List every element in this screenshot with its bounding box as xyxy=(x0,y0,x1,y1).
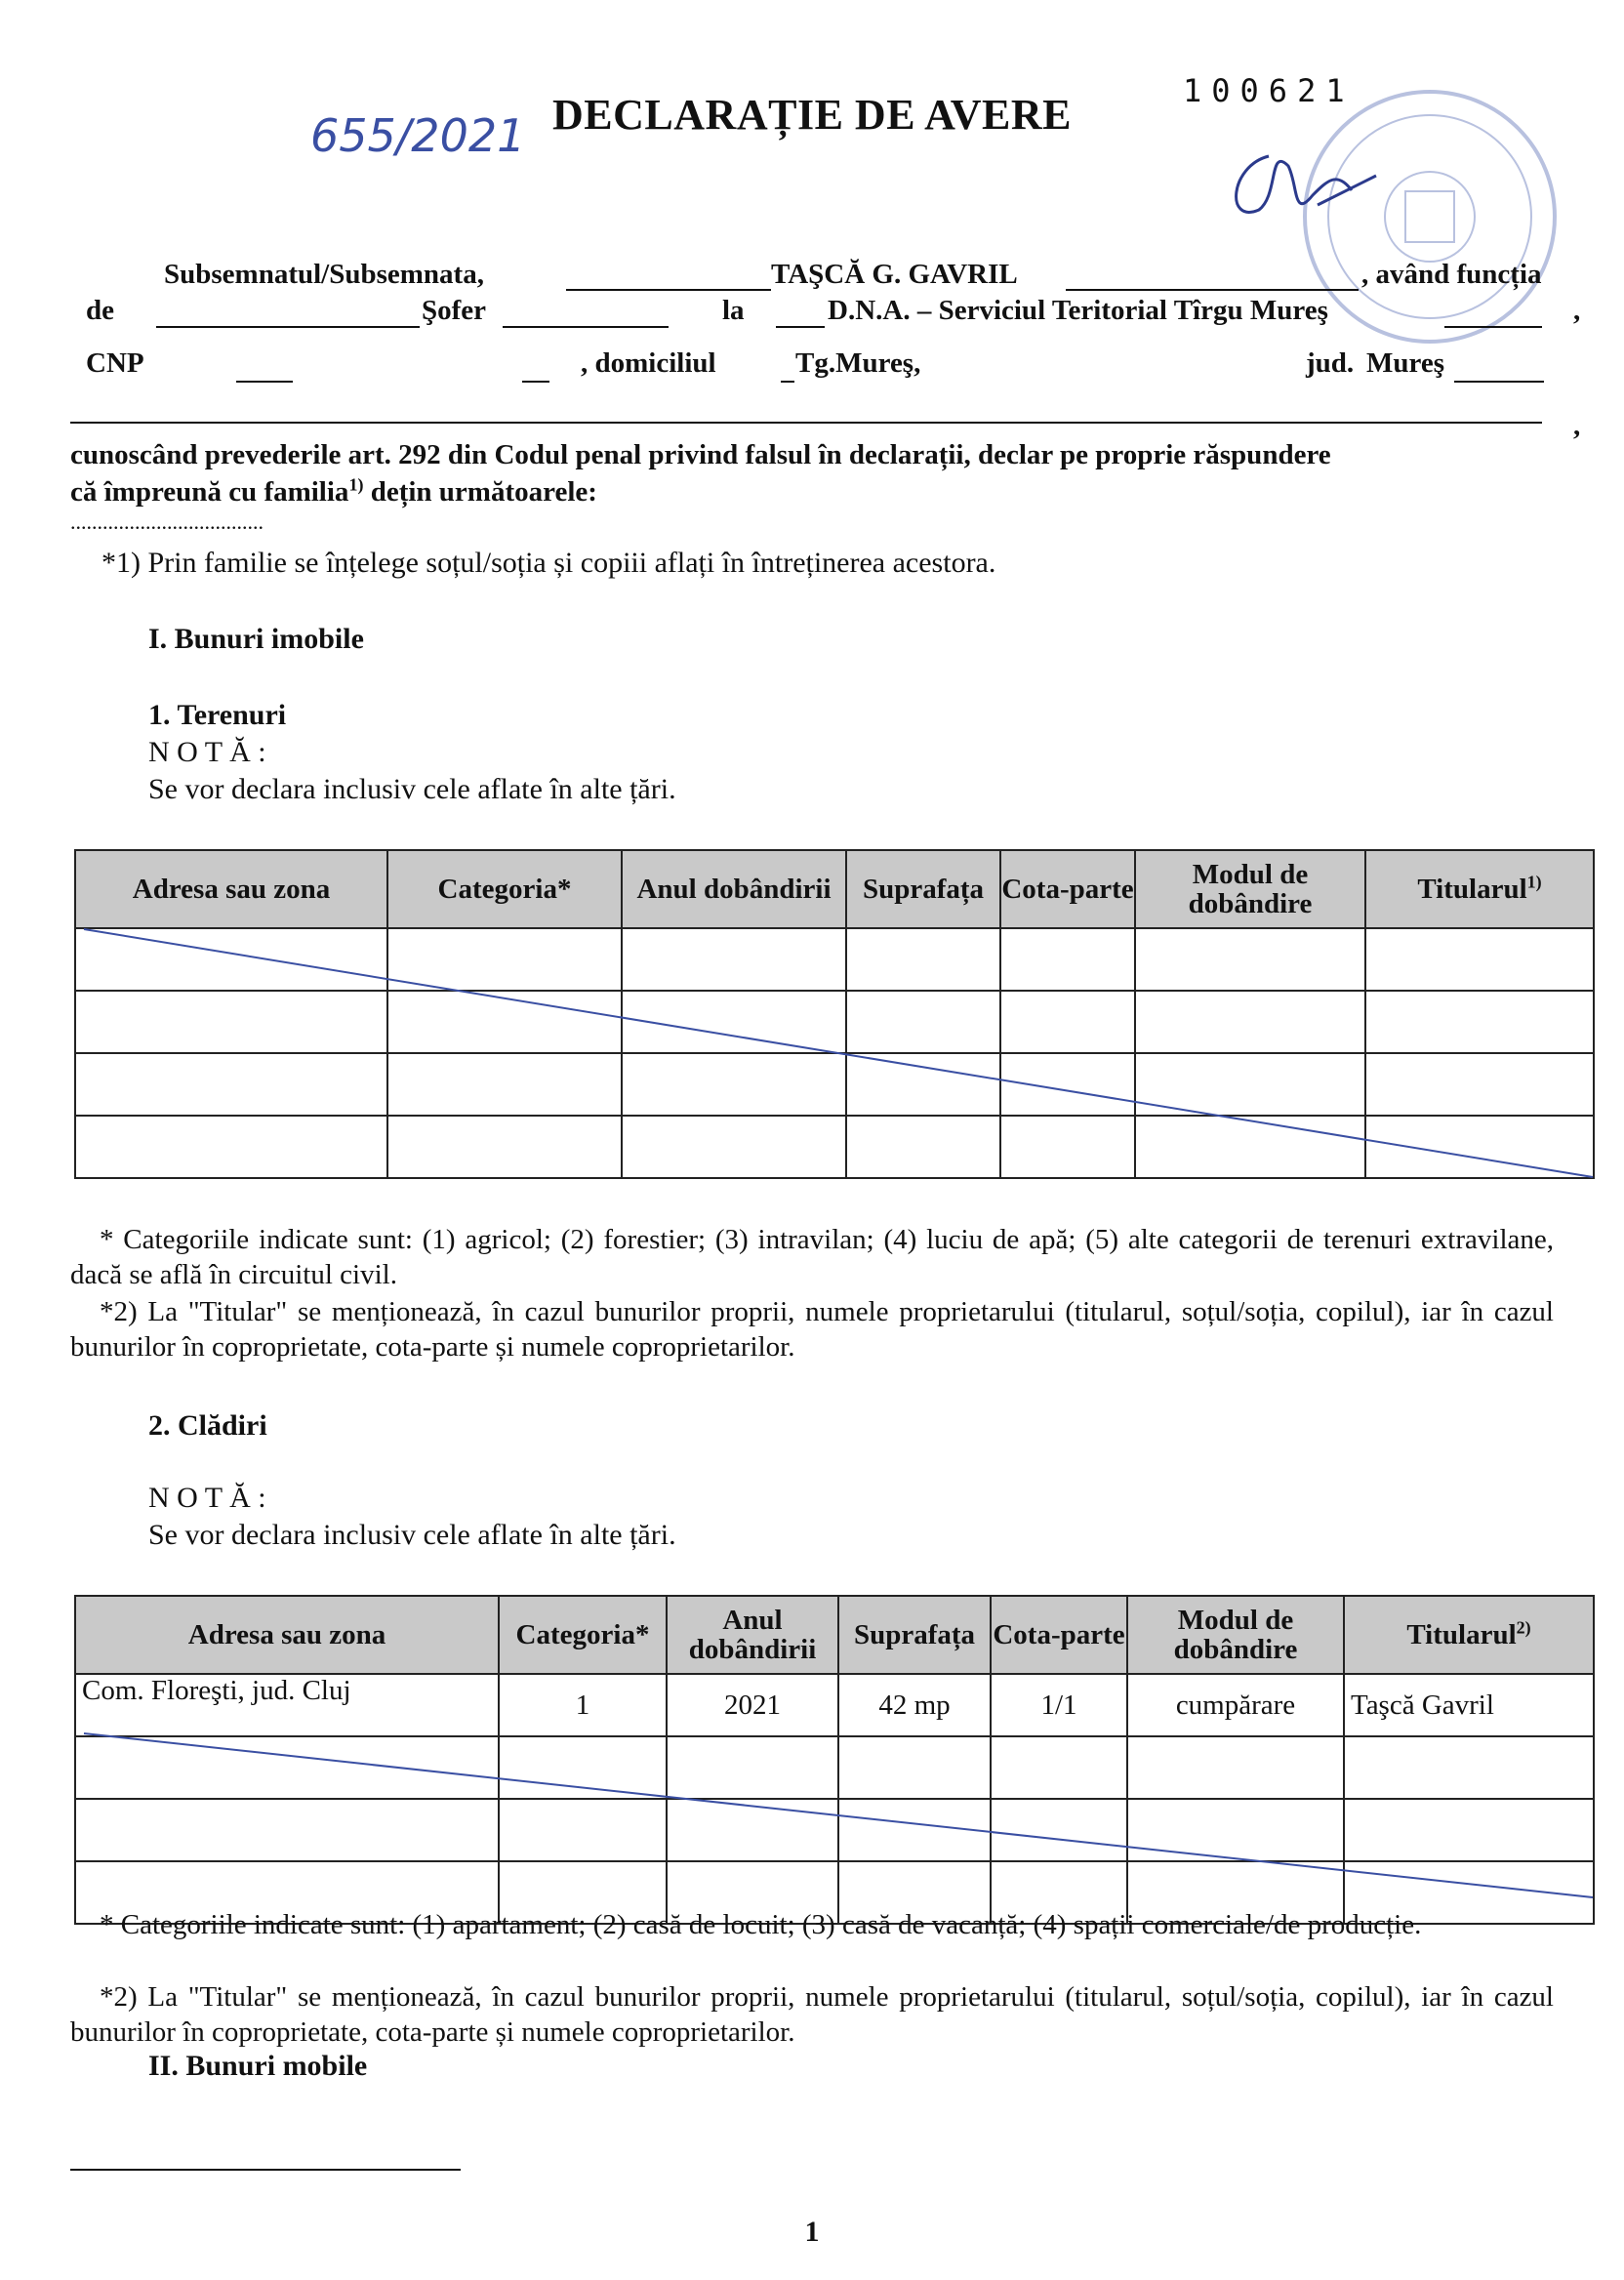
label-domiciliul: , domiciliul xyxy=(581,347,716,379)
cladiri-nota-label: N O T Ă : xyxy=(148,1482,266,1514)
cladiri-strike-line xyxy=(84,1733,1593,1897)
col-categoria: Categoria* xyxy=(387,850,622,928)
col-adresa: Adresa sau zona xyxy=(75,850,387,928)
label-jud: jud. xyxy=(1306,347,1355,379)
intro-text3: dețin următoarele: xyxy=(363,476,597,508)
section2-heading: II. Bunuri mobile xyxy=(148,2050,368,2082)
col-adresa: Adresa sau zona xyxy=(75,1596,499,1674)
label-functia: , având funcția xyxy=(1361,259,1542,290)
domiciliul-value: Tg.Mureş, xyxy=(795,347,921,379)
intro-line-1: cunoscând prevederile art. 292 din Codul penal privind falsul în declarații, declar pe proprie răspundere xyxy=(70,439,1331,470)
cell-categoria: 1 xyxy=(499,1674,667,1736)
cell-cota: 1/1 xyxy=(991,1674,1127,1736)
col-cota: Cota-parte xyxy=(1000,850,1135,928)
declarant-name: TAŞCĂ G. GAVRIL xyxy=(771,259,1018,290)
cell-modul: cumpărare xyxy=(1127,1674,1344,1736)
comma-2: , xyxy=(1573,410,1581,441)
terenuri-nota-text: Se vor declara inclusiv cele aflate în alte țări. xyxy=(148,773,676,805)
label-cnp: CNP xyxy=(86,347,144,379)
registration-number: 100621 xyxy=(1183,72,1355,109)
col-cota: Cota-parte xyxy=(991,1596,1127,1674)
col-suprafata: Suprafața xyxy=(846,850,1000,928)
col-titular-sup: 2) xyxy=(1516,1617,1531,1638)
cell-adresa: Com. Floreşti, jud. Cluj xyxy=(75,1674,499,1736)
cladiri-note-categories: * Categoriile indicate sunt: (1) apartament; (2) casă de locuit; (3) casă de vacanță; (4) spații comerciale/de producție. xyxy=(100,1909,1422,1940)
col-titular-label: Titularul xyxy=(1406,1619,1517,1650)
terenuri-nota-label: N O T Ă : xyxy=(148,736,266,768)
label-la: la xyxy=(722,295,745,326)
intro-footnote: *1) Prin familie se înțelege soțul/soția și copiii aflați în întreținerea acestora. xyxy=(102,547,996,579)
cell-suprafata: 42 mp xyxy=(838,1674,991,1736)
label-de: de xyxy=(86,295,114,326)
cladiri-note-titular: *2) La "Titular" se menționează, în cazul bunurilor proprii, numele proprietarului (titularul, soțul/soția, copilul), iar în cazul bunurilor în coproprietate, cota-parte și numele coproprietarilor. xyxy=(70,1981,1554,2048)
cell-anul: 2021 xyxy=(667,1674,838,1736)
footnote-separator xyxy=(70,2169,461,2171)
functia-value: Şofer xyxy=(422,295,487,326)
intro-sup: 1) xyxy=(348,474,364,495)
col-anul: Anul dobândirii xyxy=(667,1596,838,1674)
col-anul: Anul dobândirii xyxy=(622,850,846,928)
col-categoria: Categoria* xyxy=(499,1596,667,1674)
intro-text2: că împreună cu familia xyxy=(70,476,349,508)
cladiri-nota-text: Se vor declara inclusiv cele aflate în alte țări. xyxy=(148,1519,676,1551)
terenuri-strike-line xyxy=(84,929,1593,1177)
section1-heading: I. Bunuri imobile xyxy=(148,623,364,655)
cell-titular: Taşcă Gavril xyxy=(1344,1674,1594,1736)
label-subsemnatul: Subsemnatul/Subsemnata, xyxy=(164,259,484,290)
col-suprafata: Suprafața xyxy=(838,1596,991,1674)
col-titular-sup: 1) xyxy=(1526,872,1542,892)
col-titular-label: Titularul xyxy=(1417,874,1527,905)
judet-value: Mureş xyxy=(1366,347,1445,379)
handwritten-number: 655/2021 xyxy=(310,109,526,162)
terenuri-heading: 1. Terenuri xyxy=(148,699,287,731)
institutia-value: D.N.A. – Serviciul Teritorial Tîrgu Mureş xyxy=(828,295,1328,326)
page-title: DECLARAȚIE DE AVERE xyxy=(552,91,1072,139)
col-modul: Modul de dobândire xyxy=(1135,850,1365,928)
terenuri-note-categories: * Categoriile indicate sunt: (1) agricol; (2) forestier; (3) intravilan; (4) luciu de apă; (5) alte categorii de terenuri extravilane, dacă se află în circuitul civil. xyxy=(70,1224,1554,1290)
intro-dots: .................................... xyxy=(70,509,264,534)
col-modul: Modul de dobândire xyxy=(1127,1596,1344,1674)
comma-1: , xyxy=(1573,295,1581,326)
cladiri-heading: 2. Clădiri xyxy=(148,1409,267,1442)
terenuri-note-titular: *2) La "Titular" se menționează, în cazul bunurilor proprii, numele proprietarului (titularul, soțul/soția, copilul), iar în cazul bunurilor în coproprietate, cota-parte și numele coproprietarilor. xyxy=(70,1296,1554,1363)
page-number: 1 xyxy=(804,2216,820,2248)
